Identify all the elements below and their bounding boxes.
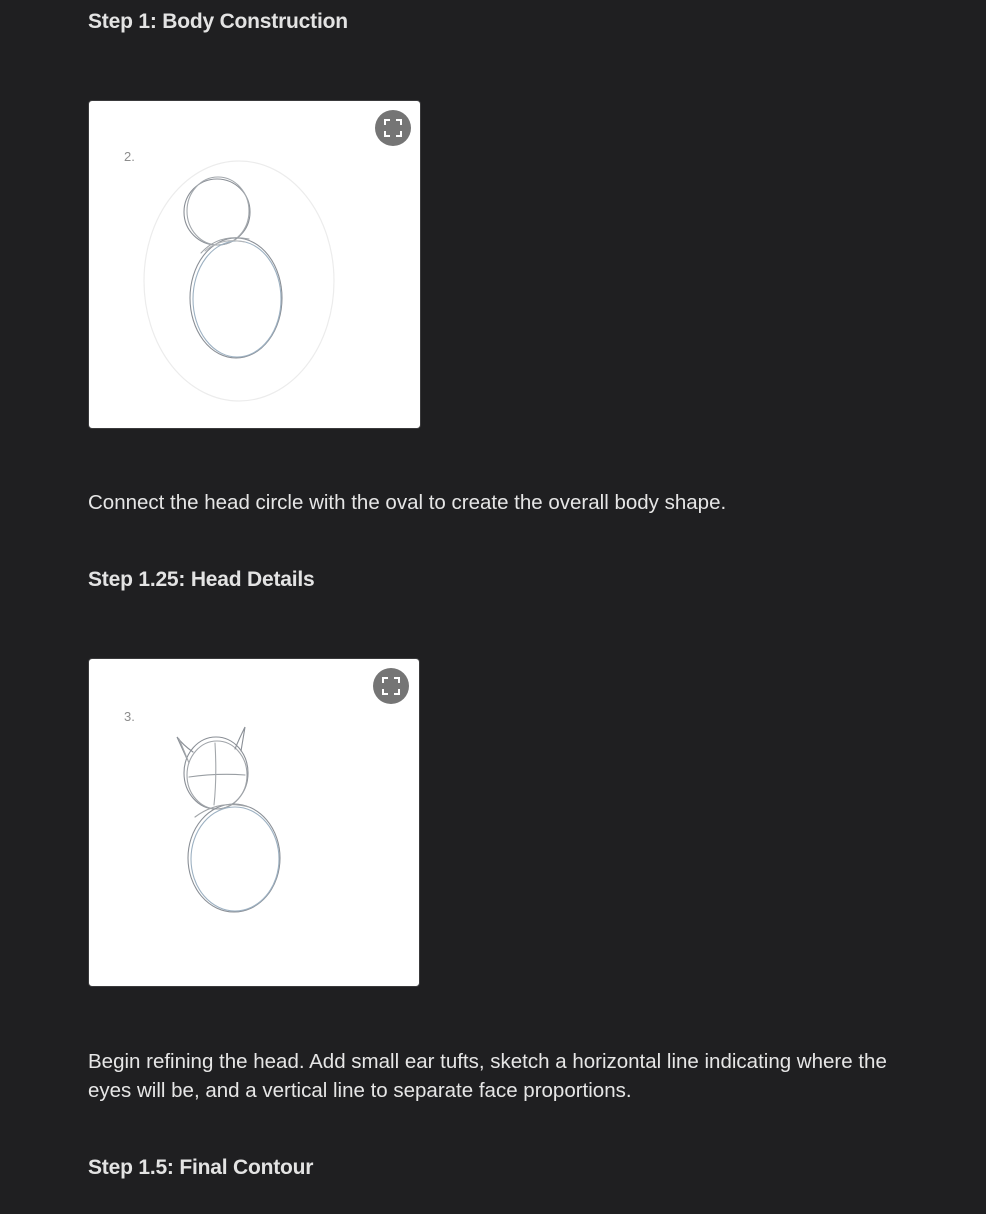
sketch-image-step-3[interactable] <box>88 658 420 987</box>
sketch-image-step-2[interactable] <box>88 100 421 429</box>
owl-sketch-step-2-drawing <box>89 101 420 428</box>
expand-icon <box>381 676 401 696</box>
owl-sketch-step-3-drawing <box>89 659 419 986</box>
step-number-label: 3. <box>124 709 135 724</box>
section-heading-final-contour: Step 1.5: Final Contour <box>88 1156 314 1179</box>
section-heading-head-details: Step 1.25: Head Details <box>88 568 315 591</box>
section-heading-body-construction: Step 1: Body Construction <box>88 10 348 33</box>
step-caption: Begin refining the head. Add small ear tufts, sketch a horizontal line indicating where the eyes will be, and a vertical line to separate face proportions. <box>88 1050 887 1102</box>
expand-image-button[interactable] <box>375 110 411 146</box>
expand-image-button[interactable] <box>373 668 409 704</box>
step-number-label: 2. <box>124 149 135 164</box>
step-caption: Connect the head circle with the oval to create the overall body shape. <box>88 491 727 514</box>
expand-icon <box>383 118 403 138</box>
